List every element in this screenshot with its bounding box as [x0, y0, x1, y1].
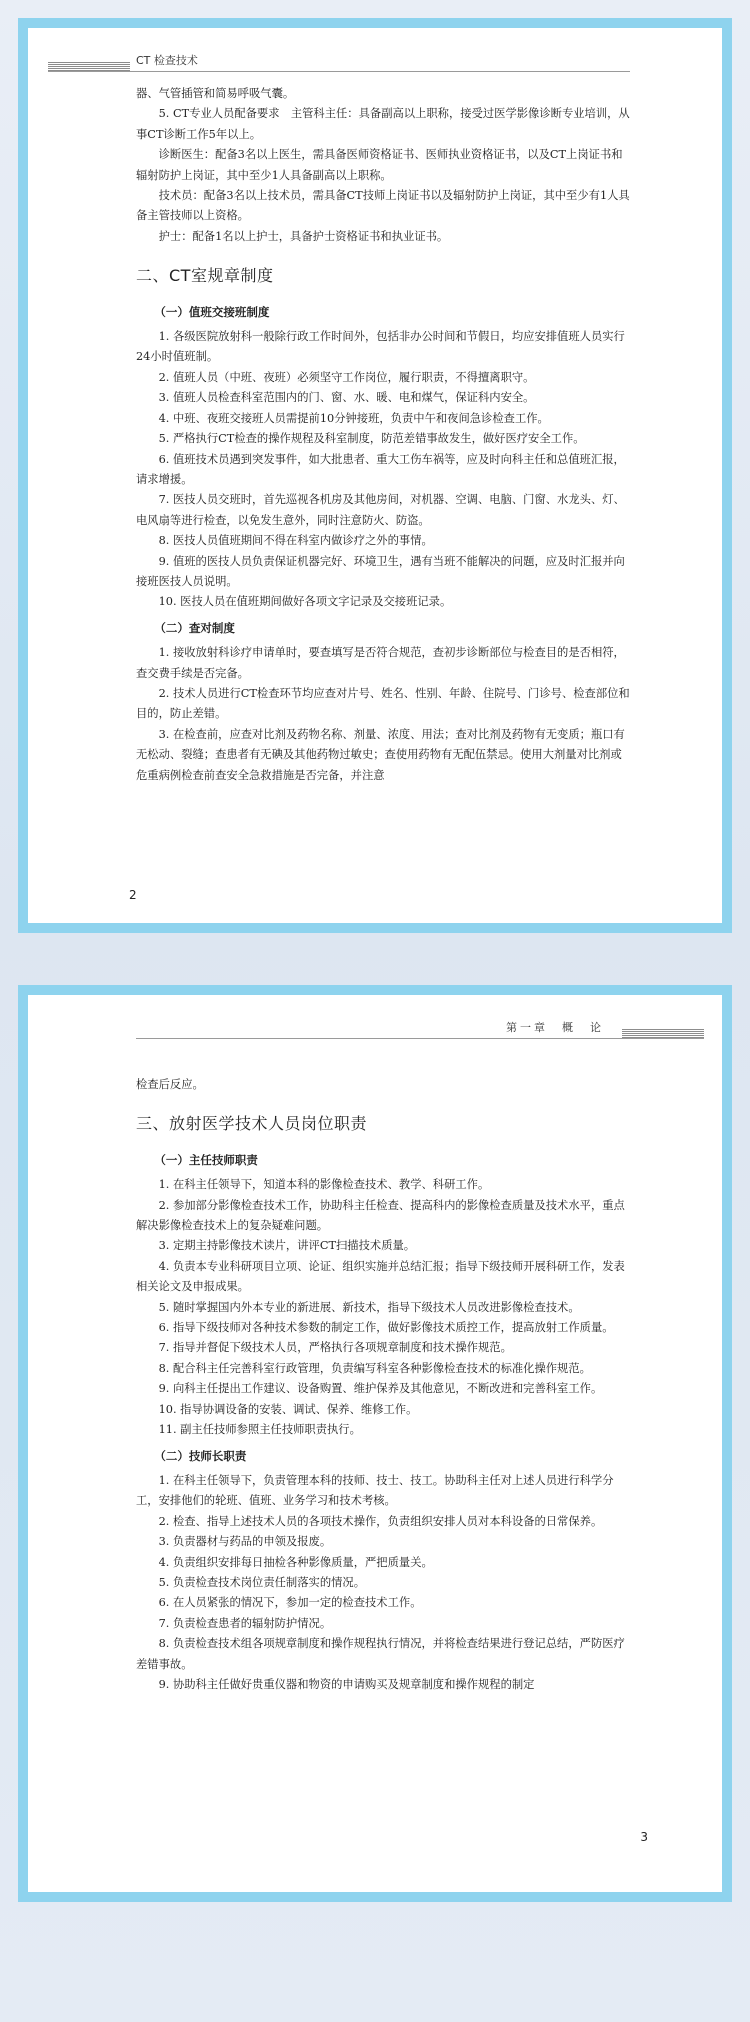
paragraph: 器、气管插管和简易呼吸气囊。	[136, 87, 295, 100]
header-stripe-decoration	[48, 62, 130, 71]
book-page-2	[18, 18, 732, 933]
header-stripe-decoration	[622, 1029, 704, 1038]
page-sheet	[28, 28, 722, 923]
list-item: 1. 在科主任领导下，负责管理本科的技师、技士、技工。协助科主任对上述人员进行科学分工，安排他们的轮班、值班、业务学习和技术考核。	[136, 1473, 614, 1508]
list-item: 4. 中班、夜班交接班人员需提前10分钟接班，负责中午和夜间急诊检查工作。	[158, 411, 549, 425]
list-item: 2. 值班人员（中班、夜班）必须坚守工作岗位，履行职责，不得擅离职守。	[158, 370, 535, 384]
list-item: 9. 值班的医技人员负责保证机器完好、环境卫生，遇有当班不能解决的问题，应及时汇报并向接班医技人员说明。	[136, 554, 625, 588]
list-item: 8. 负责检查技术组各项规章制度和操作规程执行情况，并将检查结果进行登记总结，严防医疗差错事故。	[136, 1637, 625, 1671]
list-item: 2. 检查、指导上述技术人员的各项技术操作，负责组织安排人员对本科设备的日常保养。	[158, 1514, 603, 1528]
section-heading: 二、CT室规章制度	[136, 266, 274, 286]
list-item: 3. 值班人员检查科室范围内的门、窗、水、暖、电和煤气，保证科内安全。	[158, 391, 535, 405]
list-item: 3. 在检查前，应查对比剂及药物名称、剂量、浓度、用法；查对比剂及药物有无变质；瓶口有无松动、裂缝；查患者有无碘及其他药物过敏史；查使用药物有无配伍禁忌。使用大剂量对比剂或危重病例检查前查安全急救措施是否完备，并注意	[136, 727, 625, 782]
page-body	[136, 1075, 632, 1695]
page-body	[136, 84, 632, 786]
header-title: CT 检查技术	[136, 54, 198, 67]
list-item: 1. 各级医院放射科一般除行政工作时间外，包括非办公时间和节假日，均应安排值班人员实行24小时值班制。	[136, 330, 625, 364]
paragraph: 护士：配备1名以上护士，具备护士资格证书和执业证书。	[158, 229, 449, 243]
subsection-heading: （二）查对制度	[154, 620, 235, 635]
running-header	[48, 52, 630, 74]
subsection-heading: （一）值班交接班制度	[154, 304, 270, 319]
list-item: 6. 在人员紧张的情况下，参加一定的检查技术工作。	[158, 1596, 422, 1610]
header-rule	[136, 1038, 704, 1039]
list-item: 10. 指导协调设备的安装、调试、保养、维修工作。	[158, 1402, 418, 1416]
section-heading: 三、放射医学技术人员岗位职责	[136, 1114, 368, 1134]
list-item: 3. 定期主持影像技术读片，讲评CT扫描技术质量。	[158, 1239, 416, 1253]
list-item: 6. 指导下级技师对各种技术参数的制定工作，做好影像技术质控工作，提高放射工作质量。	[158, 1321, 614, 1335]
list-item: 4. 负责本专业科研项目立项、论证、组织实施并总结汇报；指导下级技师开展科研工作，发表相关论文及申报成果。	[136, 1259, 625, 1294]
list-item: 7. 指导并督促下级技术人员，严格执行各项规章制度和技术操作规范。	[158, 1341, 512, 1355]
paragraph: 检查后反应。	[136, 1078, 204, 1091]
list-item: 9. 向科主任提出工作建议、设备购置、维护保养及其他意见，不断改进和完善科室工作。	[158, 1382, 603, 1396]
list-item: 8. 配合科主任完善科室行政管理，负责编写科室各种影像检查技术的标准化操作规范。	[158, 1361, 591, 1375]
list-item: 10. 医技人员在值班期间做好各项文字记录及交接班记录。	[158, 595, 452, 609]
paragraph: 5. CT专业人员配备要求 主管科主任：具备副高以上职称，接受过医学影像诊断专业培训，从事CT诊断工作5年以上。	[136, 107, 630, 141]
list-item: 5. 负责检查技术岗位责任制落实的情况。	[158, 1575, 366, 1589]
subsection-heading: （二）技师长职责	[154, 1448, 247, 1463]
list-item: 11. 副主任技师参照主任技师职责执行。	[158, 1423, 361, 1437]
list-item: 8. 医技人员值班期间不得在科室内做诊疗之外的事情。	[158, 534, 433, 548]
paragraph: 诊断医生：配备3名以上医生，需具备医师资格证书、医师执业资格证书，以及CT上岗证书和辐射防护上岗证，其中至少1人具备副高以上职称。	[136, 148, 623, 182]
list-item: 1. 在科主任领导下，知道本科的影像检查技术、教学、科研工作。	[158, 1178, 490, 1192]
list-item: 1. 接收放射科诊疗申请单时，要查填写是否符合规范，查初步诊断部位与检查目的是否相符，查交费手续是否完备。	[136, 646, 625, 680]
running-header	[136, 1019, 704, 1041]
list-item: 4. 负责组织安排每日抽检各种影像质量，严把质量关。	[158, 1555, 433, 1569]
list-item: 2. 参加部分影像检查技术工作，协助科主任检查、提高科内的影像检查质量及技术水平，重点解决影像检查技术上的复杂疑难问题。	[136, 1198, 625, 1233]
header-rule	[48, 71, 630, 72]
page-number: 3	[640, 1830, 648, 1844]
list-item: 7. 负责检查患者的辐射防护情况。	[158, 1616, 332, 1630]
list-item: 2. 技术人员进行CT检查环节均应查对片号、姓名、性别、年龄、住院号、门诊号、检查部位和目的，防止差错。	[136, 686, 630, 721]
list-item: 3. 负责器材与药品的申领及报废。	[158, 1535, 332, 1549]
page-sheet	[28, 995, 722, 1892]
list-item: 7. 医技人员交班时，首先巡视各机房及其他房间，对机器、空调、电脑、门窗、水龙头、灯、电风扇等进行检查，以免发生意外，同时注意防火、防盗。	[136, 493, 625, 527]
list-item: 5. 随时掌握国内外本专业的新进展、新技术，指导下级技术人员改进影像检查技术。	[158, 1300, 580, 1314]
subsection-heading: （一）主任技师职责	[154, 1152, 258, 1167]
list-item: 6. 值班技术员遇到突发事件，如大批患者、重大工伤车祸等，应及时向科主任和总值班汇报，请求增援。	[136, 452, 625, 486]
list-item: 5. 严格执行CT检查的操作规程及科室制度，防范差错事故发生，做好医疗安全工作。	[158, 432, 585, 446]
page-number: 2	[129, 888, 137, 902]
paragraph: 技术员：配备3名以上技术员，需具备CT技师上岗证书以及辐射防护上岗证，其中至少有1人具备主管技师以上资格。	[136, 189, 630, 223]
book-page-3	[18, 985, 732, 1902]
list-item: 9. 协助科主任做好贵重仪器和物资的申请购买及规章制度和操作规程的制定	[158, 1677, 535, 1691]
header-title: 第一章 概 论	[506, 1021, 604, 1034]
